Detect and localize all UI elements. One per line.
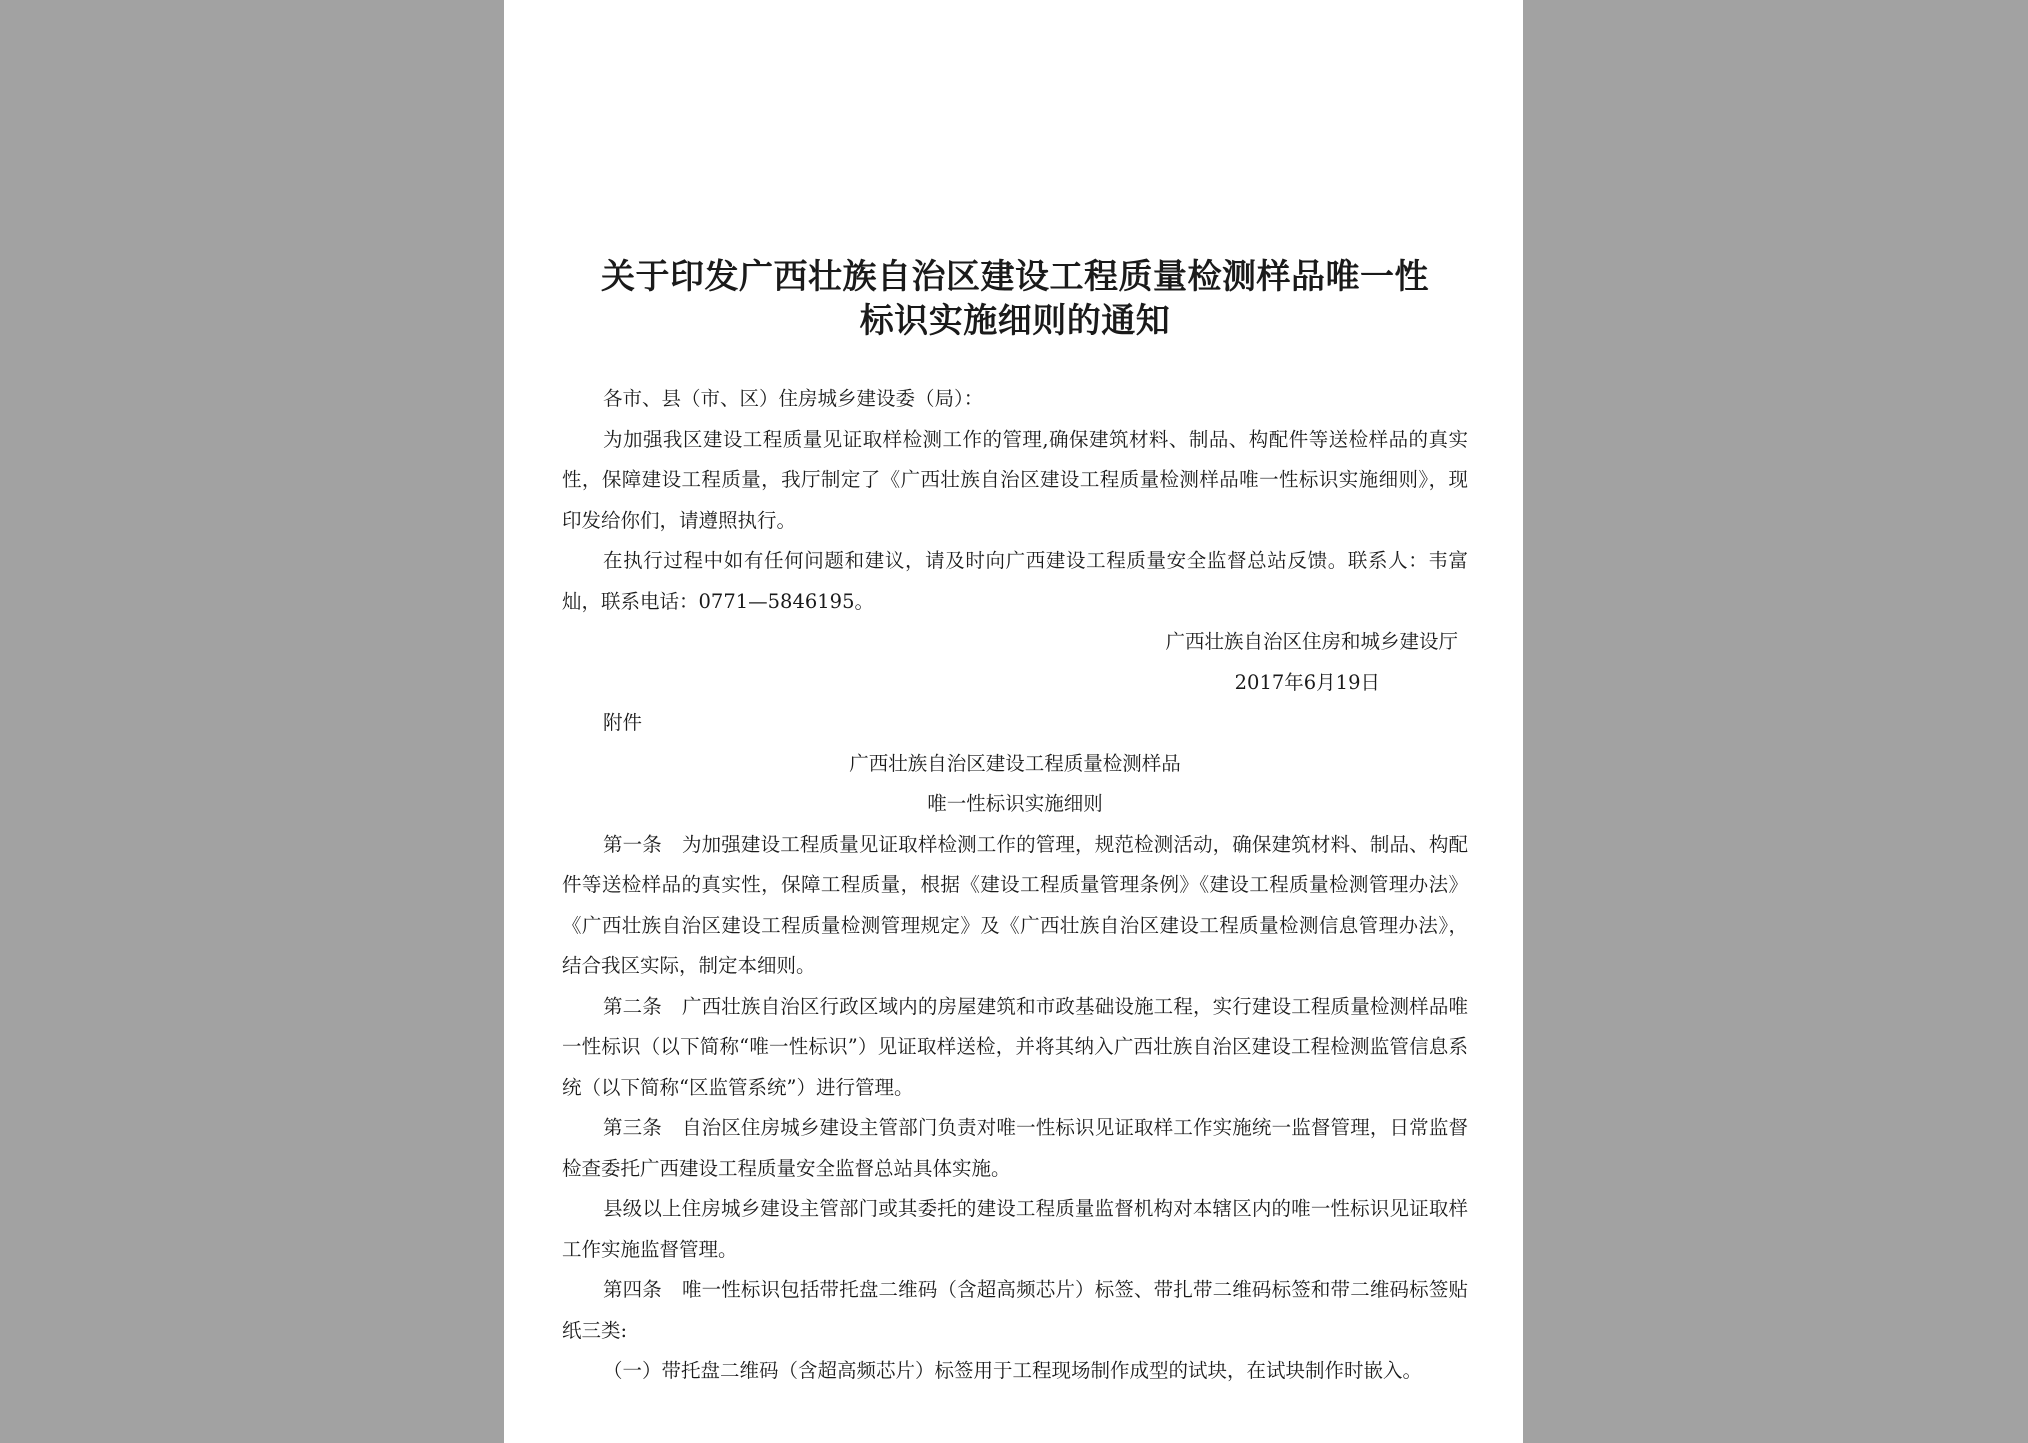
article-1-number: 第一条: [603, 832, 662, 856]
article-3-paragraph-2: 县级以上住房城乡建设主管部门或其委托的建设工程质量监督机构对本辖区内的唯一性标识见证取样工作实施监督管理。: [562, 1197, 1468, 1261]
attachment-title-line-2: 唯一性标识实施细则: [927, 792, 1103, 815]
attachment-title-line-1: 广西壮族自治区建设工程质量检测样品: [849, 751, 1181, 775]
paragraph-2: 在执行过程中如有任何问题和建议，请及时向广西建设工程质量安全监督总站反馈。联系人：韦富灿，联系电话：0771—5846195。: [562, 549, 1468, 613]
document-title: [562, 255, 1468, 343]
article-2: [562, 987, 1468, 1109]
article-3: [562, 1108, 1468, 1189]
article-2-text: 广西壮族自治区行政区域内的房屋建筑和市政基础设施工程，实行建设工程质量检测样品唯一性标识（以下简称“唯一性标识”）见证取样送检，并将其纳入广西壮族自治区建设工程检测监管信息系统（以下简称“区监管系统”）进行管理。: [562, 994, 1468, 1099]
signature-organization: 广西壮族自治区住房和城乡建设厅: [1165, 630, 1458, 653]
article-4-number: 第四条: [603, 1278, 662, 1301]
article-1-text: 为加强建设工程质量见证取样检测工作的管理，规范检测活动，确保建筑材料、制品、构配件等送检样品的真实性，保障工程质量，根据《建设工程质量管理条例》《建设工程质量检测管理办法》《广西壮族自治区建设工程质量检测管理规定》及《广西壮族自治区建设工程质量检测信息管理办法》，结合我区实际，制定本细则。: [562, 832, 1468, 977]
article-1: [562, 825, 1468, 987]
signature-date: 2017年6月19日: [1234, 670, 1380, 694]
article-4-text: 唯一性标识包括带托盘二维码（含超高频芯片）标签、带扎带二维码标签和带二维码标签贴纸三类:: [562, 1278, 1468, 1342]
article-2-number: 第二条: [603, 994, 662, 1018]
title-line-2: 标识实施细则的通知: [859, 301, 1171, 341]
paragraph-1: 为加强我区建设工程质量见证取样检测工作的管理,确保建筑材料、制品、构配件等送检样品的真实性，保障建设工程质量，我厅制定了《广西壮族自治区建设工程质量检测样品唯一性标识实施细则》，现印发给你们，请遵照执行。: [562, 427, 1468, 532]
article-4: [562, 1270, 1468, 1351]
addressee: 各市、县（市、区）住房城乡建设委（局）：: [603, 387, 984, 410]
attachment-label: 附件: [603, 711, 643, 734]
article-3-number: 第三条: [603, 1116, 662, 1139]
article-3-text: 自治区住房城乡建设主管部门负责对唯一性标识见证取样工作实施统一监督管理，日常监督检查委托广西建设工程质量安全监督总站具体实施。: [562, 1116, 1468, 1180]
article-4-item-1: （一）带托盘二维码（含超高频芯片）标签用于工程现场制作成型的试块，在试块制作时嵌入。: [603, 1359, 1423, 1382]
document-page: [504, 0, 1523, 1443]
document-body: [562, 255, 1468, 1392]
title-line-1: 关于印发广西壮族自治区建设工程质量检测样品唯一性: [601, 257, 1429, 297]
